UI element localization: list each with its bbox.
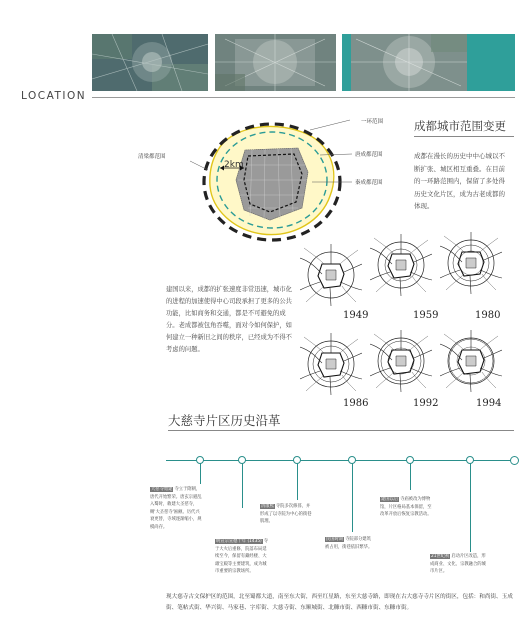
- map-1949: [300, 244, 362, 306]
- location-rule: [92, 97, 515, 98]
- timeline-stem: [470, 460, 471, 552]
- satellite-image-2: [215, 34, 336, 91]
- timeline-note: [325, 536, 375, 551]
- timeline-note: [215, 538, 269, 576]
- label-tang: 唐成都范围: [355, 152, 383, 158]
- timeline-note-tag: 清康熙: [261, 504, 274, 509]
- timeline-dot: [348, 456, 356, 464]
- label-qing: 清梁都范围: [138, 154, 166, 160]
- timeline-stem: [297, 460, 298, 500]
- timeline-line: [166, 460, 514, 461]
- year-label: 1959: [413, 310, 439, 321]
- timeline-note-text: 寺院部分建筑被占用，街巷依旧繁华。: [325, 537, 373, 550]
- timeline-note-tag: 大慈寺始建: [151, 487, 173, 492]
- timeline-note-text: 寺立于隋朝，唐代开始繁荣。唐玄宗避乱入蜀时，敕建大圣慈寺，赐'大圣慈寺'匾额。历代兴衰更替，寺域逐渐缩小，规模尚存。: [150, 487, 202, 530]
- label-ring1: 一环范围: [361, 119, 384, 125]
- year-label: 1994: [476, 398, 502, 409]
- ring-diagram: [190, 110, 360, 250]
- growth-paragraph: 建国以来，成都的扩张速度非常迅速，城市化的进程的加速使得中心司段承担了更多的公共功能，比如商务和交通，都是不可避免的成分。老成都被包角吞噬，面对今如何保护，如何建立一种新旧之间的秩序，已经成为不得不考虑的问题。: [166, 286, 292, 353]
- section2-rule: [168, 430, 514, 431]
- map-1980: [440, 232, 502, 294]
- timeline-note: [260, 503, 312, 526]
- timeline-stem: [352, 460, 353, 532]
- timeline-note-text: 启动片区改造，形成商业、文化、宗教融合的城市片区。: [430, 554, 486, 574]
- timeline-note-text: 寺庙被改为博物馆，片区格局基本保留，至改革开放后恢复宗教活动。: [380, 497, 432, 517]
- map-1994: [440, 330, 502, 392]
- timeline-dot: [406, 456, 414, 464]
- year-label: 1949: [343, 310, 369, 321]
- section1-text: 成都在漫长的历史中中心城以不断扩张、城区相互重叠。在目前的一环路范围内，保留了多处得历史文化片区，成为古老成都的体现。: [414, 152, 505, 210]
- year-label: 1992: [413, 398, 439, 409]
- timeline-end-dot: [510, 456, 519, 465]
- timeline-note-tag: 民国时期: [326, 537, 344, 542]
- timeline-note-tag: 明宣宗宣德十年 (1435): [216, 539, 262, 544]
- timeline-dot: [196, 456, 204, 464]
- section1-rule: [414, 136, 514, 137]
- timeline-note-tag: 21世纪初: [431, 554, 450, 559]
- timeline-note-text: 寺于大火后重修，院落布局延续至今，保留有藏经楼、大雄宝殿等主要建筑，成为城市重要的宗教场所。: [215, 539, 269, 574]
- year-label: 1980: [475, 310, 501, 321]
- timeline-note-tag: 建国以后: [381, 497, 399, 502]
- map-1986: [300, 333, 362, 395]
- section1-title: 成都城市范围变更: [414, 119, 506, 133]
- map-1959: [370, 234, 432, 296]
- timeline-note-text: 寺院多次修葺，并形成了以寺院为中心的街巷肌理。: [260, 504, 312, 524]
- timeline-note: [150, 486, 202, 531]
- year-label: 1986: [343, 398, 369, 409]
- satellite-image-1: [92, 34, 208, 91]
- label-qin: 秦成都范围: [355, 180, 383, 186]
- footer-text: 现大慈寺古文保护区的范围，北至蜀都大道，南至东大街，西至红星路，东至大慈寺路，即现在古大慈寺寺片区的街区，包括：和尚街、玉成街、笔帖式街、华兴街、马家巷、字库街、大慈寺街、东顺城街、北糠市街、西糠市街、东糠市街。: [166, 594, 513, 611]
- satellite-image-3: [351, 34, 467, 91]
- section2-title: 大慈寺片区历史沿革: [168, 413, 281, 428]
- map-1992: [370, 330, 432, 392]
- timeline-note: [380, 496, 434, 519]
- timeline-note: [430, 553, 486, 576]
- timeline-dot: [238, 456, 246, 464]
- location-title: LOCATION: [21, 90, 87, 102]
- timeline-stem: [242, 460, 243, 508]
- scale-label: 2km: [224, 160, 244, 170]
- timeline-stem: [410, 460, 411, 490]
- timeline-dot: [293, 456, 301, 464]
- timeline-dot: [466, 456, 474, 464]
